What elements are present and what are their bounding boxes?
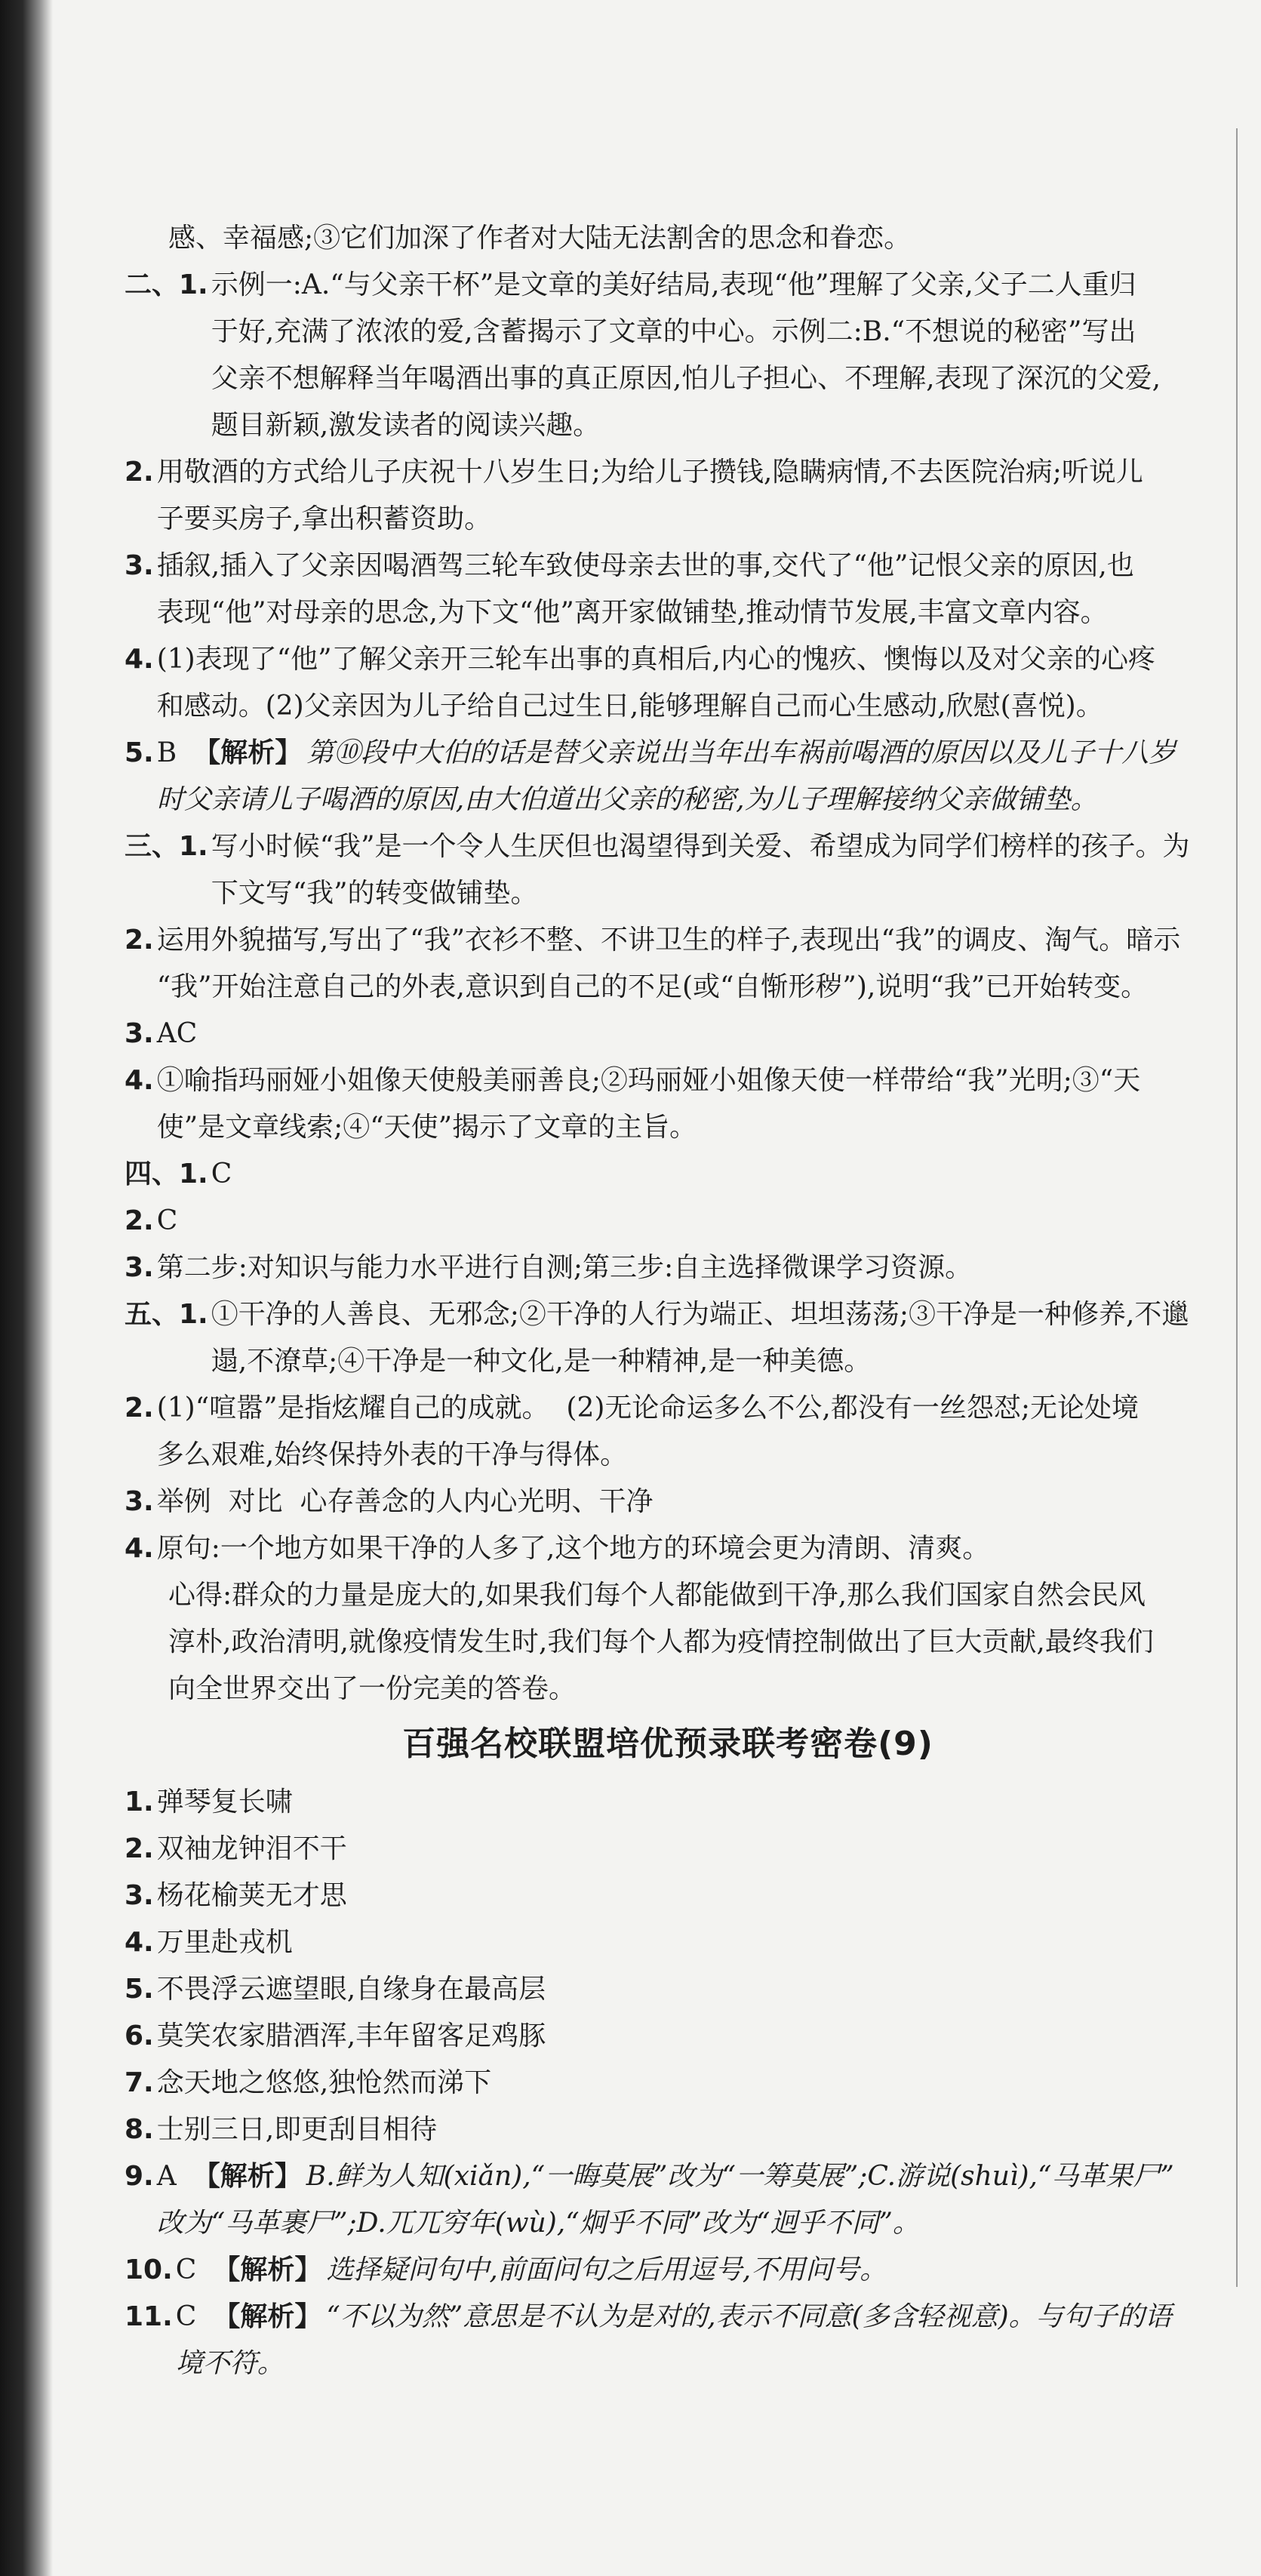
answer-number: 二、1. <box>125 269 208 300</box>
answer-item <box>125 1966 1211 2013</box>
answer-line: 不畏浮云遮望眼,自缘身在最高层 <box>156 1974 546 2005</box>
analysis-tag: 【解析】 <box>193 737 303 768</box>
answer-number: 4. <box>125 644 154 675</box>
answer-line: 举例 对比 心存善念的人内心光明、干净 <box>156 1486 654 1517</box>
continuation-line: 感、幸福感;③它们加深了作者对大陆无法割舍的思念和眷恋。 <box>168 223 912 254</box>
answer-number: 2. <box>125 925 154 956</box>
answer-3-3 <box>125 1011 1211 1057</box>
answer-5-3 <box>125 1479 1211 1525</box>
answer-item <box>125 2060 1211 2107</box>
answer-page <box>125 215 1211 2387</box>
answer-2-4 <box>125 636 1211 730</box>
analysis-text: “不以为然”意思是不认为是对的,表示不同意(多含轻视意)。与句子的语 <box>326 2301 1172 2332</box>
answer-line: 杨花榆荚无才思 <box>156 1880 347 1911</box>
answer-choice: B <box>156 737 177 768</box>
answer-number: 2. <box>125 1205 154 1236</box>
answer-number: 3. <box>125 1252 154 1283</box>
answer-number: 三、1. <box>125 831 208 862</box>
answer-line: 下文写“我”的转变做铺垫。 <box>211 878 538 909</box>
answer-line: 万里赴戎机 <box>156 1927 293 1958</box>
answer-choice: A <box>156 2161 177 2192</box>
answer-line: ①喻指玛丽娅小姐像天使般美丽善良;②玛丽娅小姐像天使一样带给“我”光明;③“天 <box>156 1065 1141 1096</box>
answer-number: 3. <box>125 550 154 581</box>
answer-10 <box>125 2247 1211 2294</box>
answer-line: (1)“喧嚣”是指炫耀自己的成就。 (2)无论命运多么不公,都没有一丝怨怼;无论处境 <box>156 1393 1139 1423</box>
answer-number: 3. <box>125 1880 154 1911</box>
answer-number: 2. <box>125 1393 154 1423</box>
right-margin-rule <box>1236 128 1238 2287</box>
answer-5-1 <box>125 1291 1211 1385</box>
answer-line: C <box>211 1159 232 1190</box>
answer-number: 5. <box>125 1974 154 2005</box>
answer-line: 父亲不想解释当年喝酒出事的真正原因,怕儿子担心、不理解,表现了深沉的父爱, <box>211 363 1161 394</box>
answer-line: 写小时候“我”是一个令人生厌但也渴望得到关爱、希望成为同学们榜样的孩子。为 <box>211 831 1190 862</box>
answer-line: 子要买房子,拿出积蓄资助。 <box>156 503 492 534</box>
answer-line: 心得:群众的力量是庞大的,如果我们每个人都能做到干净,那么我们国家自然会民风 <box>168 1580 1146 1611</box>
answer-number: 3. <box>125 1486 154 1517</box>
answer-number: 6. <box>125 2020 154 2051</box>
answer-line: 遢,不潦草;④干净是一种文化,是一种精神,是一种美德。 <box>211 1346 872 1377</box>
answer-line: 多么艰难,始终保持外表的干净与得体。 <box>156 1439 628 1470</box>
answer-line: (1)表现了“他”了解父亲开三轮车出事的真相后,内心的愧疚、懊悔以及对父亲的心疼 <box>156 644 1155 675</box>
answer-5-2 <box>125 1385 1211 1479</box>
answer-number: 11. <box>125 2301 173 2332</box>
answer-number: 4. <box>125 1533 154 1564</box>
answer-9 <box>125 2153 1211 2247</box>
answer-line: 淳朴,政治清明,就像疫情发生时,我们每个人都为疫情控制做出了巨大贡献,最终我们 <box>168 1627 1154 1657</box>
answer-number: 五、1. <box>125 1299 208 1330</box>
answer-number: 9. <box>125 2161 154 2192</box>
analysis-text: 第⑩段中大伯的话是替父亲说出当年出车祸前喝酒的原因以及儿子十八岁 <box>306 737 1176 768</box>
answer-number: 7. <box>125 2067 154 2098</box>
answer-line: 士别三日,即更刮目相待 <box>156 2114 438 2145</box>
answer-line: ①干净的人善良、无邪念;②干净的人行为端正、坦坦荡荡;③干净是一种修养,不邋 <box>211 1299 1189 1330</box>
answer-item <box>125 2107 1211 2153</box>
answer-2-2 <box>125 449 1211 543</box>
answer-item <box>125 1826 1211 1873</box>
answer-line: “我”开始注意自己的外表,意识到自己的不足(或“自惭形秽”),说明“我”已开始转变。 <box>156 971 1149 1002</box>
answer-4-2 <box>125 1198 1211 1245</box>
answer-line: 使”是文章线索;④“天使”揭示了文章的主旨。 <box>156 1112 697 1143</box>
answer-11 <box>125 2294 1211 2387</box>
answer-line: 双袖龙钟泪不干 <box>156 1833 347 1864</box>
scan-edge-shadow <box>0 0 53 2576</box>
answer-line: 莫笑农家腊酒浑,丰年留客足鸡豚 <box>156 2020 546 2051</box>
analysis-text: 境不符。 <box>175 2348 284 2379</box>
analysis-text: B.鲜为人知(xiǎn),“一晦莫展”改为“一筹莫展”;C.游说(shuì),“马革果尸” <box>306 2161 1174 2192</box>
answer-number: 3. <box>125 1018 154 1049</box>
analysis-tag: 【解析】 <box>213 2301 322 2332</box>
answer-line: 于好,充满了浓浓的爱,含蓄揭示了文章的中心。示例二:B.“不想说的秘密”写出 <box>211 316 1136 347</box>
answer-item <box>125 1873 1211 1919</box>
answer-number: 4. <box>125 1065 154 1096</box>
analysis-tag: 【解析】 <box>192 2161 302 2192</box>
answer-number: 10. <box>125 2254 173 2285</box>
answer-3-4 <box>125 1057 1211 1151</box>
answer-choice: C <box>175 2301 197 2332</box>
answer-number: 4. <box>125 1927 154 1958</box>
answer-line: AC <box>156 1018 198 1049</box>
analysis-text: 选择疑问句中,前面问句之后用逗号,不用问号。 <box>326 2254 887 2285</box>
answer-line: 示例一:A.“与父亲干杯”是文章的美好结局,表现“他”理解了父亲,父子二人重归 <box>211 269 1136 300</box>
section-title: 百强名校联盟培优预录联考密卷(9) <box>402 1725 933 1763</box>
answer-number: 5. <box>125 737 154 768</box>
answer-line: 向全世界交出了一份完美的答卷。 <box>168 1673 577 1704</box>
answer-line: 原句:一个地方如果干净的人多了,这个地方的环境会更为清朗、清爽。 <box>156 1533 990 1564</box>
answer-line: 插叙,插入了父亲因喝酒驾三轮车致使母亲去世的事,交代了“他”记恨父亲的原因,也 <box>156 550 1134 581</box>
answer-number: 2. <box>125 457 154 488</box>
answer-choice: C <box>175 2254 197 2285</box>
answer-line: 运用外貌描写,写出了“我”衣衫不整、不讲卫生的样子,表现出“我”的调皮、淘气。暗示 <box>156 925 1181 956</box>
answer-5-4 <box>125 1525 1211 1572</box>
answer-item <box>125 1919 1211 1966</box>
answer-line: 念天地之悠悠,独怆然而涕下 <box>156 2067 492 2098</box>
answer-number: 1. <box>125 1787 154 1817</box>
answer-item <box>125 2013 1211 2060</box>
answer-line: 表现“他”对母亲的思念,为下文“他”离开家做铺垫,推动情节发展,丰富文章内容。 <box>156 597 1108 628</box>
analysis-text: 改为“马革裹尸”;D.兀兀穷年(wù),“炯乎不同”改为“迥乎不同”。 <box>156 2208 920 2239</box>
analysis-text: 时父亲请儿子喝酒的原因,由大伯道出父亲的秘密,为儿子理解接纳父亲做铺垫。 <box>156 784 1098 815</box>
answer-line: 弹琴复长啸 <box>156 1787 293 1817</box>
answer-2-5 <box>125 730 1211 823</box>
answer-4-3 <box>125 1245 1211 1291</box>
answer-line: 题目新颖,激发读者的阅读兴趣。 <box>211 410 601 441</box>
analysis-tag: 【解析】 <box>213 2254 322 2285</box>
answer-line: 用敬酒的方式给儿子庆祝十八岁生日;为给儿子攒钱,隐瞒病情,不去医院治病;听说儿 <box>156 457 1143 488</box>
answer-number: 2. <box>125 1833 154 1864</box>
answer-3-1 <box>125 823 1211 917</box>
answer-line: 和感动。(2)父亲因为儿子给自己过生日,能够理解自己而心生感动,欣慰(喜悦)。 <box>156 691 1103 722</box>
answer-number: 8. <box>125 2114 154 2145</box>
answer-number: 四、1. <box>125 1159 208 1190</box>
answer-3-2 <box>125 917 1211 1011</box>
answer-4-1 <box>125 1151 1211 1198</box>
answer-2-1 <box>125 262 1211 449</box>
answer-line: 第二步:对知识与能力水平进行自测;第三步:自主选择微课学习资源。 <box>156 1252 973 1283</box>
answer-item <box>125 1779 1211 1826</box>
answer-2-3 <box>125 543 1211 636</box>
answer-line: C <box>156 1205 178 1236</box>
